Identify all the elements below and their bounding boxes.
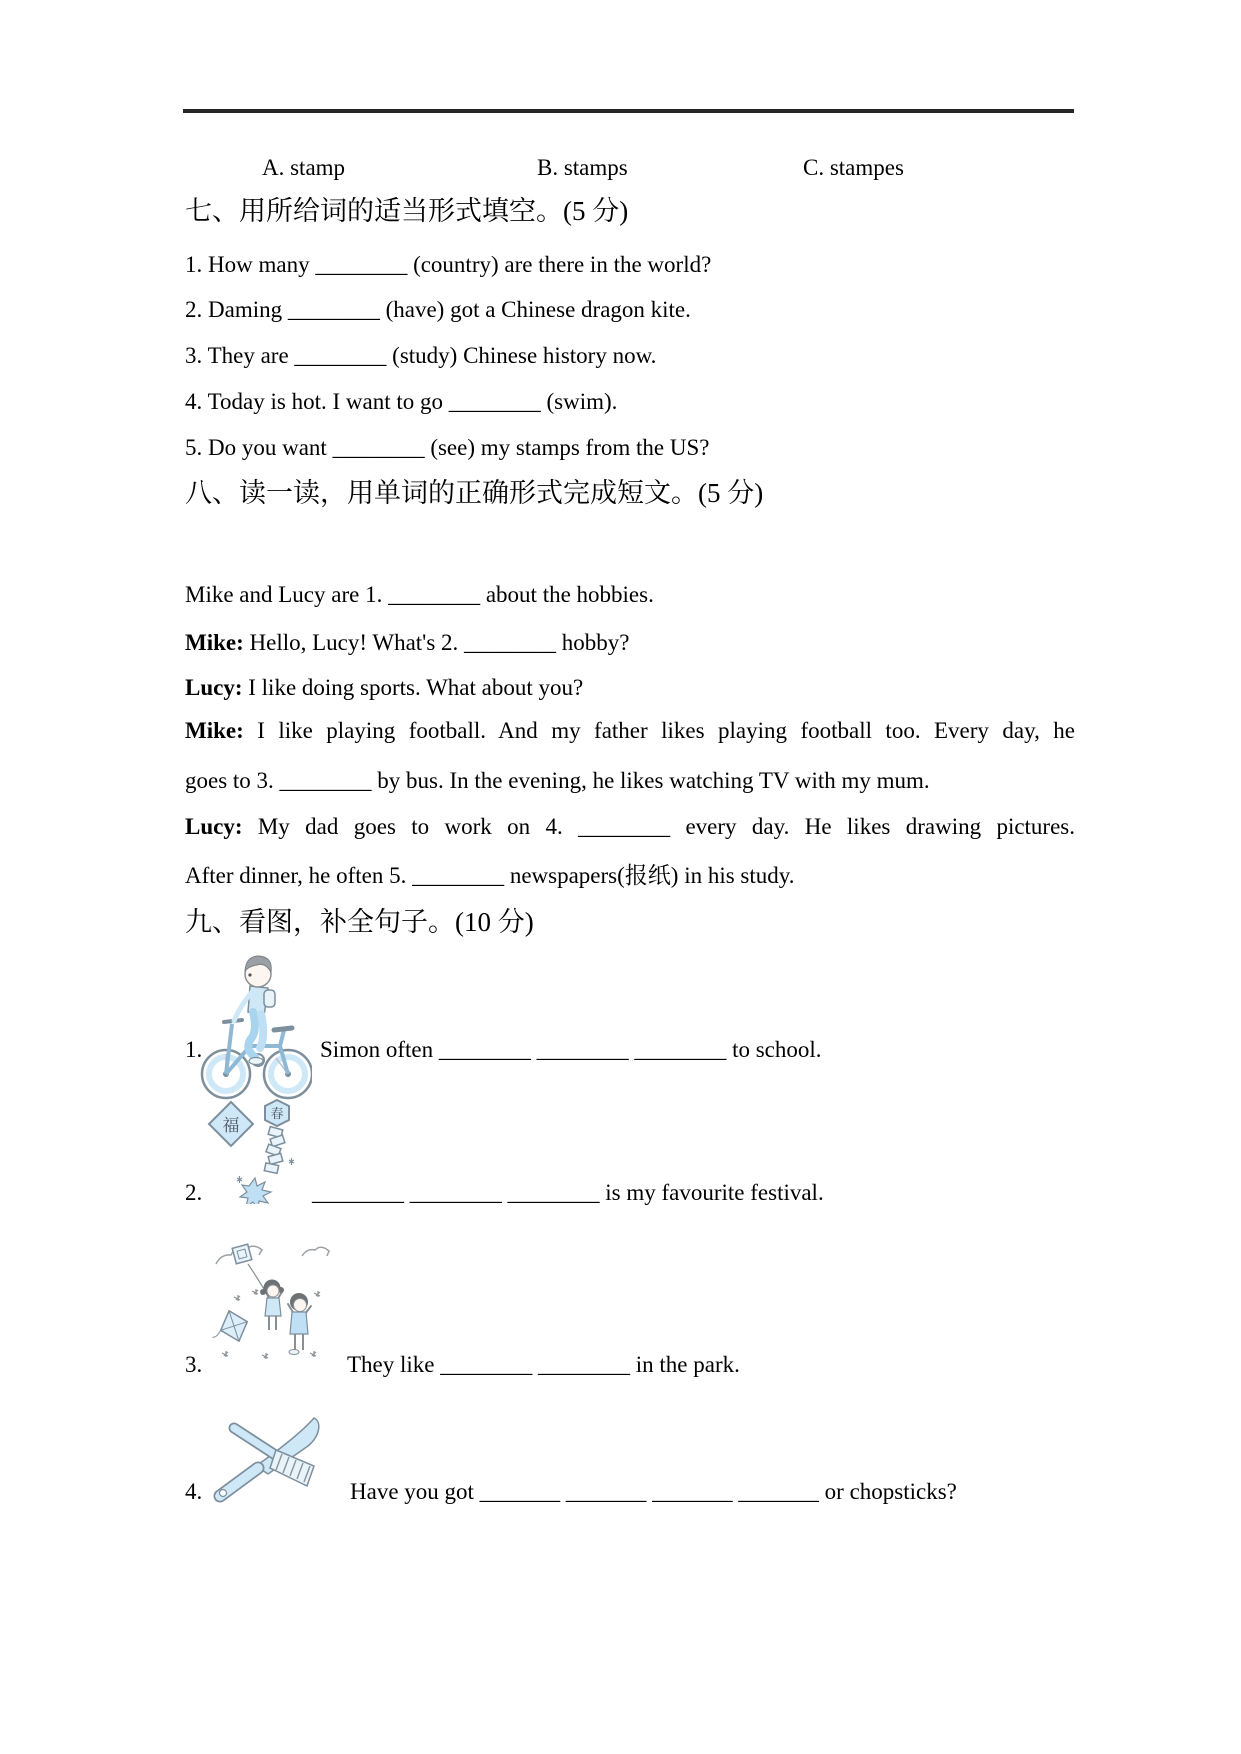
passage-text: I like playing football. And my father likes playing football too. Every day, he	[243, 718, 1075, 743]
option-a: A. stamp	[262, 155, 346, 180]
section7-question-1: 1. How many ________ (country) are there in the world?	[185, 252, 712, 277]
section7-question-5: 5. Do you want ________ (see) my stamps from the US?	[185, 435, 710, 460]
spring-festival-illustration	[205, 1098, 305, 1204]
section7-question-2: 2. Daming ________ (have) got a Chinese dragon kite.	[185, 297, 691, 322]
passage-line	[185, 861, 1075, 891]
section9-item-number: 2.	[185, 1180, 203, 1205]
option-c: C. stampes	[803, 155, 904, 180]
speaker-label: Lucy:	[185, 814, 243, 839]
speaker-label: Lucy:	[185, 675, 243, 700]
passage-line	[185, 716, 1075, 746]
item-sentence: They like ________ ________ in the park.	[347, 1352, 740, 1377]
children-flying-kites-illustration	[208, 1238, 338, 1364]
passage-text: I like doing sports. What about you?	[242, 675, 584, 700]
svg-text:福: 福	[222, 1116, 240, 1135]
item-sentence: ________ ________ ________ is my favourite festival.	[312, 1180, 824, 1205]
section9-title: 九、看图，补全句子。(10 分)	[185, 907, 534, 937]
svg-text:春: 春	[270, 1106, 284, 1121]
boy-riding-bicycle-illustration	[200, 950, 312, 1104]
passage-line	[185, 580, 1075, 610]
passage-line	[185, 673, 1075, 703]
item-sentence: Have you got _______ _______ _______ _______ or chopsticks?	[350, 1479, 957, 1504]
passage-text: After dinner, he often 5. ________ newspapers(报纸) in his study.	[185, 863, 795, 888]
passage-line	[185, 628, 1075, 658]
item-sentence: Simon often ________ ________ ________ to school.	[320, 1037, 822, 1062]
section7-question-4: 4. Today is hot. I want to go ________ (swim).	[185, 389, 618, 414]
passage-text: goes to 3. ________ by bus. In the evening, he likes watching TV with my mum.	[185, 768, 930, 793]
section9-item-number: 3.	[185, 1352, 203, 1377]
speaker-label: Mike:	[185, 630, 244, 655]
passage-line	[185, 812, 1075, 842]
section8-title: 八、读一读，用单词的正确形式完成短文。(5 分)	[185, 478, 764, 508]
passage-line	[185, 766, 1075, 796]
section7-question-3: 3. They are ________ (study) Chinese history now.	[185, 343, 657, 368]
passage-text: Hello, Lucy! What's 2. ________ hobby?	[243, 630, 630, 655]
section7-title: 七、用所给词的适当形式填空。(5 分)	[185, 196, 629, 226]
passage-text: My dad goes to work on 4. ________ every day. He likes drawing pictures.	[242, 814, 1075, 839]
passage-text: Mike and Lucy are 1. ________ about the hobbies.	[185, 582, 654, 607]
page-top-rule	[183, 109, 1074, 113]
section9-item-number: 4.	[185, 1479, 203, 1504]
speaker-label: Mike:	[185, 718, 244, 743]
section9-item-number: 1.	[185, 1037, 203, 1062]
option-b: B. stamps	[537, 155, 628, 180]
knife-and-fork-illustration	[210, 1412, 334, 1504]
